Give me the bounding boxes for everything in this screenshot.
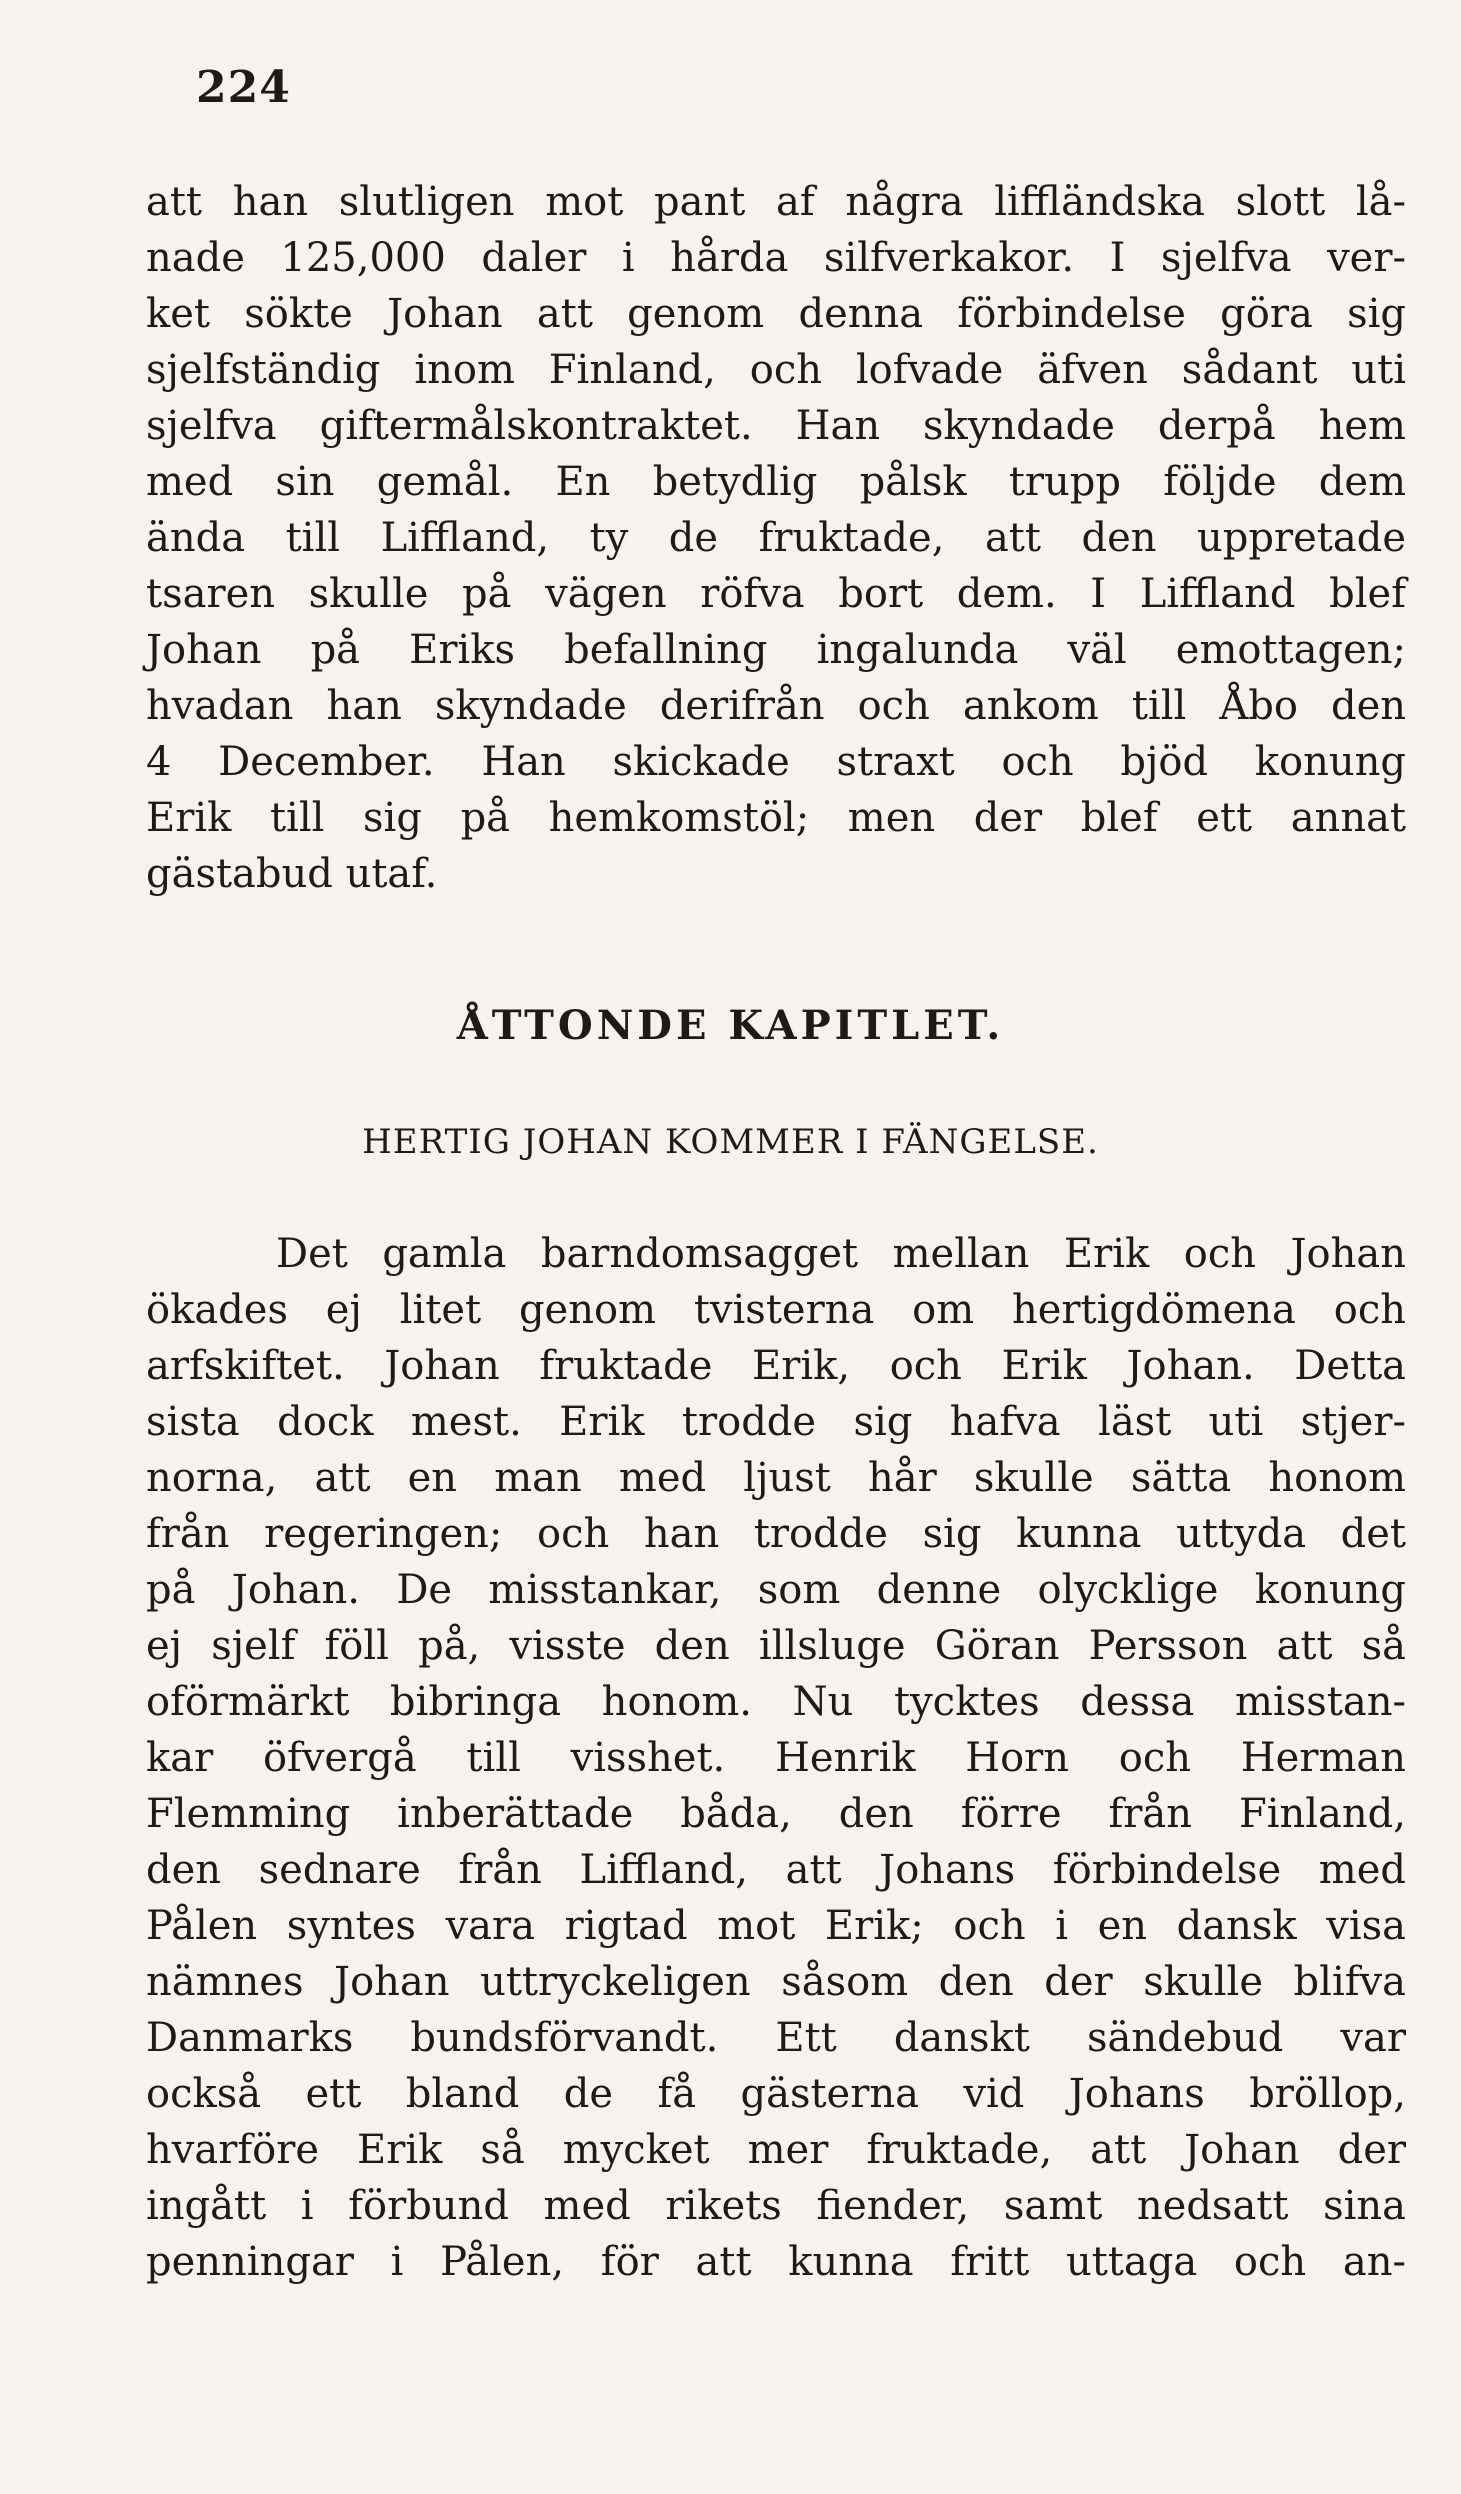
- text-line: ket sökte Johan att genom denna förbindelse göra sig: [146, 291, 1406, 337]
- text-line: sjelfständig inom Finland, och lofvade äfven sådant uti: [146, 347, 1406, 393]
- text-line: att han slutligen mot pant af några liffländska slott lå-: [146, 179, 1406, 225]
- text-line: Flemming inberättade båda, den förre från Finland,: [146, 1791, 1406, 1837]
- text-line: från regeringen; och han trodde sig kunna uttyda det: [146, 1511, 1406, 1557]
- text-line: hvarföre Erik så mycket mer fruktade, att Johan der: [146, 2127, 1406, 2173]
- text-line: Danmarks bundsförvandt. Ett danskt sändebud var: [146, 2015, 1406, 2061]
- text-line: Johan på Eriks befallning ingalunda väl emottagen;: [146, 627, 1406, 673]
- text-line: Erik till sig på hemkomstöl; men der blef ett annat: [146, 795, 1406, 841]
- text-line: sjelfva giftermålskontraktet. Han skyndade derpå hem: [146, 403, 1406, 449]
- text-line: Pålen syntes vara rigtad mot Erik; och i en dansk visa: [146, 1903, 1406, 1949]
- text-line: också ett bland de få gästerna vid Johans bröllop,: [146, 2071, 1406, 2117]
- text-line: penningar i Pålen, för att kunna fritt uttaga och an-: [146, 2239, 1406, 2285]
- page-number: 224: [196, 62, 291, 113]
- text-line: ända till Liffland, ty de fruktade, att den uppretade: [146, 515, 1406, 561]
- text-line: ingått i förbund med rikets fiender, samt nedsatt sina: [146, 2183, 1406, 2229]
- section-title: HERTIG JOHAN KOMMER I FÄNGELSE.: [362, 1122, 1099, 1162]
- text-line: ökades ej litet genom tvisterna om hertigdömena och: [146, 1287, 1406, 1333]
- text-line: gästabud utaf.: [146, 851, 438, 897]
- text-line: norna, att en man med ljust hår skulle sätta honom: [146, 1455, 1406, 1501]
- chapter-title: ÅTTONDE KAPITLET.: [456, 1002, 1005, 1049]
- text-line: på Johan. De misstankar, som denne olycklige konung: [146, 1567, 1406, 1613]
- text-line: kar öfvergå till visshet. Henrik Horn och Herman: [146, 1735, 1406, 1781]
- text-line: nade 125,000 daler i hårda silfverkakor. I sjelfva ver-: [146, 235, 1406, 281]
- text-line: 4 December. Han skickade straxt och bjöd konung: [146, 739, 1406, 785]
- text-line: nämnes Johan uttryckeligen såsom den der skulle blifva: [146, 1959, 1406, 2005]
- text-line: sista dock mest. Erik trodde sig hafva läst uti stjer-: [146, 1399, 1406, 1445]
- text-line: ej sjelf föll på, visste den illsluge Göran Persson att så: [146, 1623, 1406, 1669]
- text-line: med sin gemål. En betydlig pålsk trupp följde dem: [146, 459, 1406, 505]
- text-line: arfskiftet. Johan fruktade Erik, och Erik Johan. Detta: [146, 1343, 1406, 1389]
- text-line: hvadan han skyndade derifrån och ankom till Åbo den: [146, 683, 1406, 729]
- text-line: tsaren skulle på vägen röfva bort dem. I Liffland blef: [146, 571, 1406, 617]
- text-line: oförmärkt bibringa honom. Nu tycktes dessa misstan-: [146, 1679, 1406, 1725]
- text-line: Det gamla barndomsagget mellan Erik och Johan: [276, 1231, 1406, 1277]
- text-line: den sednare från Liffland, att Johans förbindelse med: [146, 1847, 1406, 1893]
